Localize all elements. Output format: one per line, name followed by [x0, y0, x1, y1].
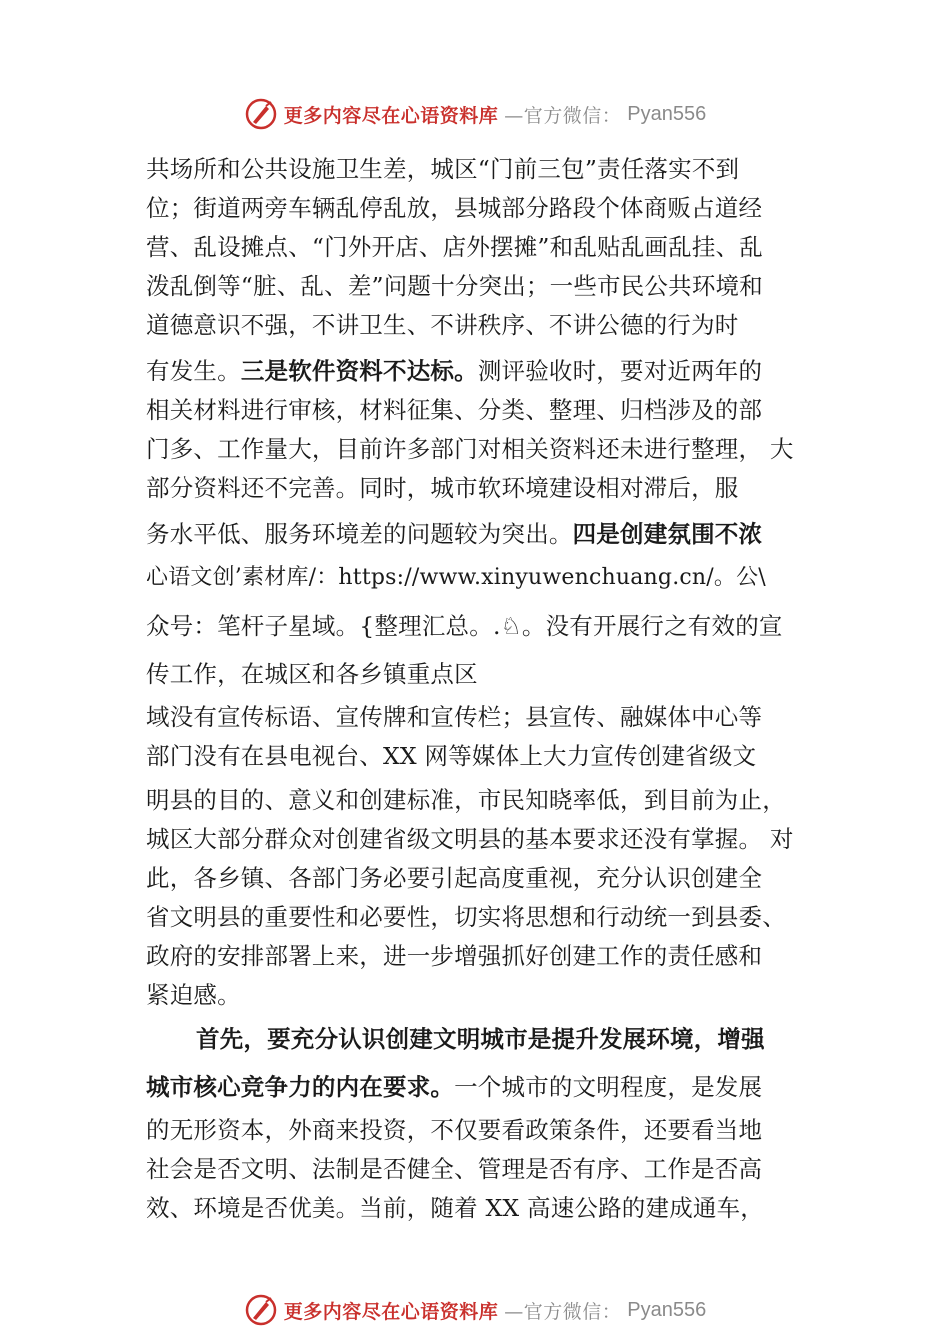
- text-run: 有发生。: [146, 357, 241, 385]
- banner-title: 更多内容尽在心语资料库: [283, 104, 499, 127]
- text-line: [146, 515, 836, 554]
- text-line: 位；街道两旁车辆乱停乱放，县城部分路段个体商贩占道经: [146, 194, 763, 222]
- text-line: 政府的安排部署上来，进一步增强抓好创建工作的责任感和: [146, 942, 763, 970]
- text-line: 门多、工作量大，目前许多部门对相关资料还未进行整理， 大: [146, 435, 794, 463]
- quill-logo-icon: [244, 97, 278, 131]
- text-line: 传工作，在城区和各乡镇重点区: [146, 660, 478, 688]
- bold-heading: 三是软件资料不达标。: [240, 357, 478, 385]
- text-line: 营、乱设摊点、“门外开店、店外摆摊”和乱贴乱画乱挂、乱: [146, 233, 763, 261]
- watermark-url-line: 心语文创’素材库/：https://www.xinyuwenchuang.cn/。公\: [146, 565, 766, 590]
- text-run: 测评验收时，要对近两年的: [477, 357, 763, 385]
- text-line: 社会是否文明、法制是否健全、管理是否有序、工作是否高: [146, 1155, 763, 1183]
- text-run: 一个城市的文明程度，是发展: [454, 1073, 763, 1101]
- text-line: 相关材料进行审核，材料征集、分类、整理、归档涉及的部: [146, 396, 763, 424]
- quill-logo-icon: [244, 1293, 278, 1327]
- text-line: [146, 352, 836, 391]
- text-line: 域没有宣传标语、宣传牌和宣传栏；县宣传、融媒体中心等: [146, 703, 763, 731]
- text-line: 明县的目的、意义和创建标准，市民知晓率低，到目前为止，: [146, 786, 786, 814]
- text-line: 共场所和公共设施卫生差，城区“门前三包”责任落实不到: [146, 155, 740, 183]
- banner-wechat-id: Pyan556: [627, 1298, 707, 1321]
- text-line: 众号：笔杆子星域。{整理汇总。.♘。没有开展行之有效的宣: [146, 612, 783, 640]
- banner-title: 更多内容尽在心语资料库: [283, 1300, 499, 1323]
- text-run: 务水平低、服务环境差的问题较为突出。: [146, 520, 573, 548]
- document-body: [146, 150, 836, 1228]
- text-line: 此，各乡镇、各部门务必要引起高度重视，充分认识创建全: [146, 864, 763, 892]
- text-line: 省文明县的重要性和必要性，切实将思想和行动统一到县委、: [146, 903, 786, 931]
- bold-heading: 四是创建氛围不浓: [572, 520, 763, 548]
- text-line: 的无形资本，外商来投资，不仅要看政策条件，还要看当地: [146, 1116, 763, 1144]
- text-line: 部门没有在县电视台、XX 网等媒体上大力宣传创建省级文: [146, 742, 757, 770]
- text-line: 道德意识不强，不讲卫生、不讲秩序、不讲公德的行为时: [146, 311, 739, 339]
- banner-wechat-label: —官方微信：: [504, 1300, 622, 1323]
- bold-heading: 城市核心竞争力的内在要求。: [146, 1073, 455, 1101]
- footer-banner: [0, 1290, 950, 1330]
- header-banner: [0, 94, 950, 134]
- banner-wechat-id: Pyan556: [627, 102, 707, 125]
- text-line: 效、环境是否优美。当前，随着 XX 高速公路的建成通车，: [146, 1194, 764, 1222]
- text-line: 部分资料还不完善。同时，城市软环境建设相对滞后，服: [146, 474, 739, 502]
- text-line: 城区大部分群众对创建省级文明县的基本要求还没有掌握。 对: [146, 825, 794, 853]
- banner-wechat-label: —官方微信：: [504, 104, 622, 127]
- text-line: [146, 1063, 836, 1111]
- bold-heading: 首先，要充分认识创建文明城市是提升发展环境，增强: [196, 1025, 765, 1053]
- text-line: 泼乱倒等“脏、乱、差”问题十分突出；一些市民公共环境和: [146, 272, 763, 300]
- text-line: 紧迫感。: [146, 981, 241, 1009]
